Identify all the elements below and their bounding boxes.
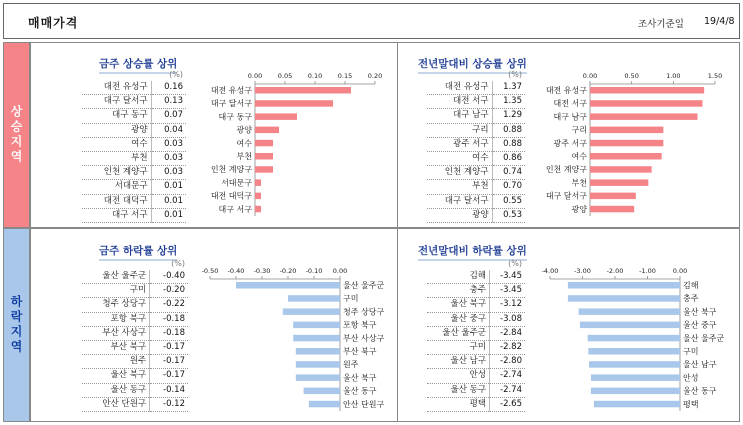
survey-date-label: 조사기준일: [638, 19, 684, 30]
change-rate: -2.84: [490, 326, 525, 340]
table-row: [82, 95, 186, 109]
bar: [255, 153, 273, 160]
region-name: 안성: [427, 369, 490, 383]
change-rate: 0.88: [492, 137, 525, 151]
region-name: 광주 서구: [427, 137, 492, 151]
table-row: [427, 383, 525, 397]
category-label: 대전 서구: [553, 99, 587, 109]
change-rate: -3.45: [490, 270, 525, 284]
change-rate: -3.08: [490, 312, 525, 326]
weekly-fall-chart: [200, 265, 395, 415]
survey-date-value: 19/4/8: [704, 16, 735, 27]
table-row: [427, 137, 525, 151]
category-label: 김해: [683, 281, 699, 290]
bar: [589, 361, 680, 368]
bar: [590, 140, 663, 147]
region-name: 여수: [427, 152, 492, 166]
x-tick-label: -0.30: [253, 267, 271, 275]
x-tick-label: 0.10: [307, 72, 323, 80]
table-row: [82, 369, 188, 383]
category-label: 안성: [683, 373, 699, 383]
change-rate: 0.16: [151, 81, 186, 95]
yoy-fall-table: [427, 258, 525, 412]
weekly-fall-title: 금주 하락률 상위: [99, 243, 177, 258]
table-row: [427, 109, 525, 123]
table-row: [82, 383, 188, 397]
category-label: 구미: [683, 347, 699, 356]
change-rate: 0.03: [151, 152, 186, 166]
table-row: [82, 341, 188, 355]
table-row: [82, 166, 186, 180]
x-tick-label: -3.00: [574, 267, 591, 275]
region-name: 구미: [82, 284, 150, 298]
region-name: 부천: [82, 152, 151, 166]
region-name: 평택: [427, 397, 490, 411]
change-rate: 0.04: [151, 123, 186, 137]
category-label: 포항 북구: [343, 320, 377, 330]
x-tick-label: 0.50: [624, 72, 639, 80]
region-name: 인천 계양구: [427, 166, 492, 180]
table-row: [82, 81, 186, 95]
bar: [296, 348, 340, 355]
category-label: 대구 달서구: [545, 191, 587, 201]
table-row: [427, 397, 525, 411]
change-rate: 0.01: [151, 208, 186, 222]
bar: [255, 193, 261, 200]
category-label: 안산 단원구: [343, 399, 385, 409]
fall-divider: [397, 228, 398, 422]
table-row: [82, 152, 186, 166]
rise-section-label: 상승지역: [3, 42, 30, 228]
table-row: [427, 341, 525, 355]
rise-divider: [397, 42, 398, 228]
bar: [296, 361, 340, 368]
region-name: 청주 상당구: [82, 298, 150, 312]
change-rate: -0.18: [150, 312, 188, 326]
category-label: 구리: [571, 125, 587, 135]
change-rate: -2.74: [490, 369, 525, 383]
x-tick-label: -0.40: [227, 267, 245, 275]
table-row: [427, 369, 525, 383]
category-label: 울산 울주군: [683, 333, 725, 343]
x-tick-label: 0.00: [247, 72, 263, 80]
bar: [255, 140, 273, 147]
table-row: [82, 312, 188, 326]
unit-label: (%): [169, 70, 183, 79]
change-rate: -2.80: [490, 355, 525, 369]
bar: [309, 401, 340, 408]
table-row: [82, 298, 188, 312]
bar: [293, 335, 340, 342]
fall-section-label: 하락지역: [3, 228, 30, 422]
region-name: 원주: [82, 355, 150, 369]
region-name: 울산 울주군: [82, 270, 150, 284]
category-label: 광주 서구: [553, 138, 587, 148]
bar: [580, 322, 680, 329]
unit-label: (%): [508, 259, 522, 268]
category-label: 원주: [343, 360, 359, 370]
x-tick-label: -0.50: [201, 267, 219, 275]
table-row: [427, 298, 525, 312]
region-name: 인천 계양구: [82, 166, 151, 180]
category-label: 울산 남구: [683, 360, 717, 370]
category-label: 부산 사상구: [343, 333, 385, 343]
category-label: 울산 중구: [683, 320, 717, 330]
x-tick-label: -0.10: [305, 267, 323, 275]
x-tick-label: 0.00: [582, 72, 598, 80]
yoy-rise-title: 전년말대비 상승률 상위: [418, 56, 527, 71]
bar: [591, 374, 680, 381]
weekly-rise-chart: [200, 70, 390, 220]
category-label: 대전 유성구: [545, 86, 587, 95]
region-name: 울산 동구: [427, 383, 490, 397]
region-name: 울산 동구: [82, 383, 150, 397]
bar: [579, 308, 680, 315]
x-tick-label: 1.50: [707, 72, 723, 80]
region-name: 울산 중구: [427, 312, 490, 326]
region-name: 부산 북구: [82, 341, 150, 355]
bar: [255, 113, 297, 120]
category-label: 대전 유성구: [210, 86, 252, 95]
category-label: 대구 달서구: [210, 99, 252, 109]
table-row: [427, 166, 525, 180]
region-name: 대전 대덕구: [82, 194, 151, 208]
bar: [288, 295, 340, 302]
region-name: 대전 유성구: [427, 81, 492, 95]
region-name: 울산 남구: [427, 355, 490, 369]
region-name: 대전 유성구: [82, 81, 151, 95]
table-row: [82, 326, 188, 340]
region-name: 여수: [82, 137, 151, 151]
category-label: 대구 동구: [218, 112, 252, 122]
change-rate: 0.86: [492, 152, 525, 166]
bar: [293, 322, 340, 329]
table-row: [427, 208, 525, 222]
change-rate: 0.01: [151, 194, 186, 208]
region-name: 김해: [427, 270, 490, 284]
bar: [590, 193, 636, 200]
unit-label: (%): [508, 70, 522, 79]
category-label: 대구 서구: [218, 204, 252, 214]
table-row: [427, 284, 525, 298]
yoy-fall-title: 전년말대비 하락률 상위: [418, 243, 527, 258]
table-row: [427, 326, 525, 340]
change-rate: -0.20: [150, 284, 188, 298]
category-label: 서대문구: [221, 178, 252, 188]
bar: [590, 100, 703, 107]
region-name: 부천: [427, 180, 492, 194]
region-name: 대구 달서구: [82, 95, 151, 109]
table-row: [427, 123, 525, 137]
category-label: 여수: [571, 152, 587, 161]
bar: [255, 87, 351, 94]
bar: [594, 401, 680, 408]
region-name: 광양: [427, 208, 492, 222]
weekly-rise-title: 금주 상승률 상위: [99, 56, 177, 71]
change-rate: -0.14: [150, 383, 188, 397]
table-row: [427, 355, 525, 369]
table-row: [82, 208, 186, 222]
bar: [590, 127, 663, 134]
table-row: [82, 397, 188, 411]
table-row: [82, 137, 186, 151]
change-rate: 1.29: [492, 109, 525, 123]
category-label: 부천: [571, 178, 587, 188]
table-row: [82, 123, 186, 137]
table-row: [427, 180, 525, 194]
table-row: [82, 194, 186, 208]
change-rate: 0.03: [151, 166, 186, 180]
category-label: 평택: [683, 399, 699, 409]
region-name: 구미: [427, 341, 490, 355]
table-row: [427, 194, 525, 208]
bar: [283, 308, 340, 315]
category-label: 충주: [683, 294, 699, 304]
change-rate: -3.12: [490, 298, 525, 312]
region-name: 대구 서구: [82, 208, 151, 222]
yoy-fall-chart: [530, 265, 735, 415]
table-row: [82, 284, 188, 298]
region-name: 포항 북구: [82, 312, 150, 326]
category-label: 부천: [236, 152, 252, 161]
region-name: 대구 동구: [82, 109, 151, 123]
table-row: [427, 270, 525, 284]
bar: [588, 335, 680, 342]
category-label: 울산 울주군: [343, 281, 385, 290]
bar: [590, 87, 704, 94]
region-name: 대전 서구: [427, 95, 492, 109]
change-rate: 0.07: [151, 109, 186, 123]
x-tick-label: -4.00: [541, 267, 559, 275]
category-label: 청주 상당구: [343, 307, 385, 317]
region-name: 안산 단원구: [82, 397, 150, 411]
category-label: 부산 북구: [343, 347, 377, 356]
category-label: 울산 북구: [343, 373, 377, 383]
change-rate: 0.13: [151, 95, 186, 109]
change-rate: -2.74: [490, 383, 525, 397]
category-label: 대구 남구: [553, 112, 587, 122]
change-rate: -3.45: [490, 284, 525, 298]
bar: [568, 295, 680, 302]
bar: [591, 388, 680, 395]
category-label: 광양: [571, 204, 587, 214]
table-row: [82, 270, 188, 284]
page-header: [3, 3, 740, 39]
change-rate: 0.88: [492, 123, 525, 137]
bar: [304, 388, 340, 395]
change-rate: -0.40: [150, 270, 188, 284]
x-tick-label: 0.20: [367, 72, 383, 80]
change-rate: 1.35: [492, 95, 525, 109]
bar: [590, 113, 698, 120]
x-tick-label: 1.00: [666, 72, 681, 80]
region-name: 울산 울주군: [427, 326, 490, 340]
region-name: 광양: [82, 123, 151, 137]
bar: [296, 374, 340, 381]
x-tick-label: 0.15: [337, 72, 353, 80]
region-name: 대구 달서구: [427, 194, 492, 208]
region-name: 부산 사상구: [82, 326, 150, 340]
region-name: 울산 북구: [82, 369, 150, 383]
table-row: [427, 312, 525, 326]
bar: [255, 127, 279, 134]
bar: [255, 206, 261, 213]
page-title: 매매가격: [28, 16, 79, 30]
change-rate: 1.37: [492, 81, 525, 95]
bar: [255, 166, 273, 173]
change-rate: -2.82: [490, 341, 525, 355]
region-name: 울산 북구: [427, 298, 490, 312]
table-row: [82, 355, 188, 369]
change-rate: -0.17: [150, 341, 188, 355]
change-rate: 0.70: [492, 180, 525, 194]
bar: [255, 179, 261, 186]
change-rate: 0.53: [492, 208, 525, 222]
category-label: 울산 동구: [683, 386, 717, 396]
table-row: [82, 180, 186, 194]
change-rate: -0.22: [150, 298, 188, 312]
region-name: 충주: [427, 284, 490, 298]
table-row: [427, 81, 525, 95]
change-rate: 0.03: [151, 137, 186, 151]
yoy-rise-chart: [530, 70, 730, 220]
region-name: 구리: [427, 123, 492, 137]
change-rate: -2.65: [490, 397, 525, 411]
category-label: 여수: [236, 138, 252, 148]
change-rate: -0.17: [150, 355, 188, 369]
change-rate: 0.01: [151, 180, 186, 194]
category-label: 구미: [343, 294, 359, 304]
bar: [255, 100, 333, 107]
table-row: [427, 95, 525, 109]
change-rate: -0.12: [150, 397, 188, 411]
category-label: 광양: [236, 125, 252, 135]
x-tick-label: 0.00: [672, 267, 688, 275]
x-tick-label: -0.20: [279, 267, 297, 275]
weekly-fall-table: [82, 258, 188, 412]
x-tick-label: -2.00: [606, 267, 624, 275]
bar: [590, 166, 652, 173]
table-row: [82, 109, 186, 123]
bar: [590, 153, 662, 160]
table-row: [427, 152, 525, 166]
bar: [568, 282, 680, 289]
unit-label: (%): [171, 259, 185, 268]
category-label: 인천 계양구: [210, 165, 252, 175]
region-name: 서대문구: [82, 180, 151, 194]
x-tick-label: 0.05: [277, 72, 293, 80]
region-name: 대구 남구: [427, 109, 492, 123]
change-rate: -0.17: [150, 369, 188, 383]
bar: [590, 179, 648, 186]
change-rate: 0.55: [492, 194, 525, 208]
bar: [590, 206, 634, 213]
change-rate: -0.18: [150, 326, 188, 340]
bar: [236, 282, 340, 289]
x-tick-label: -1.00: [639, 267, 656, 275]
x-tick-label: 0.00: [332, 267, 348, 275]
category-label: 인천 계양구: [545, 165, 587, 175]
category-label: 울산 북구: [683, 307, 717, 317]
category-label: 울산 동구: [343, 386, 377, 396]
category-label: 대전 대덕구: [210, 191, 252, 201]
bar: [588, 348, 680, 355]
weekly-rise-table: [82, 69, 186, 223]
yoy-rise-table: [427, 69, 525, 223]
change-rate: 0.74: [492, 166, 525, 180]
